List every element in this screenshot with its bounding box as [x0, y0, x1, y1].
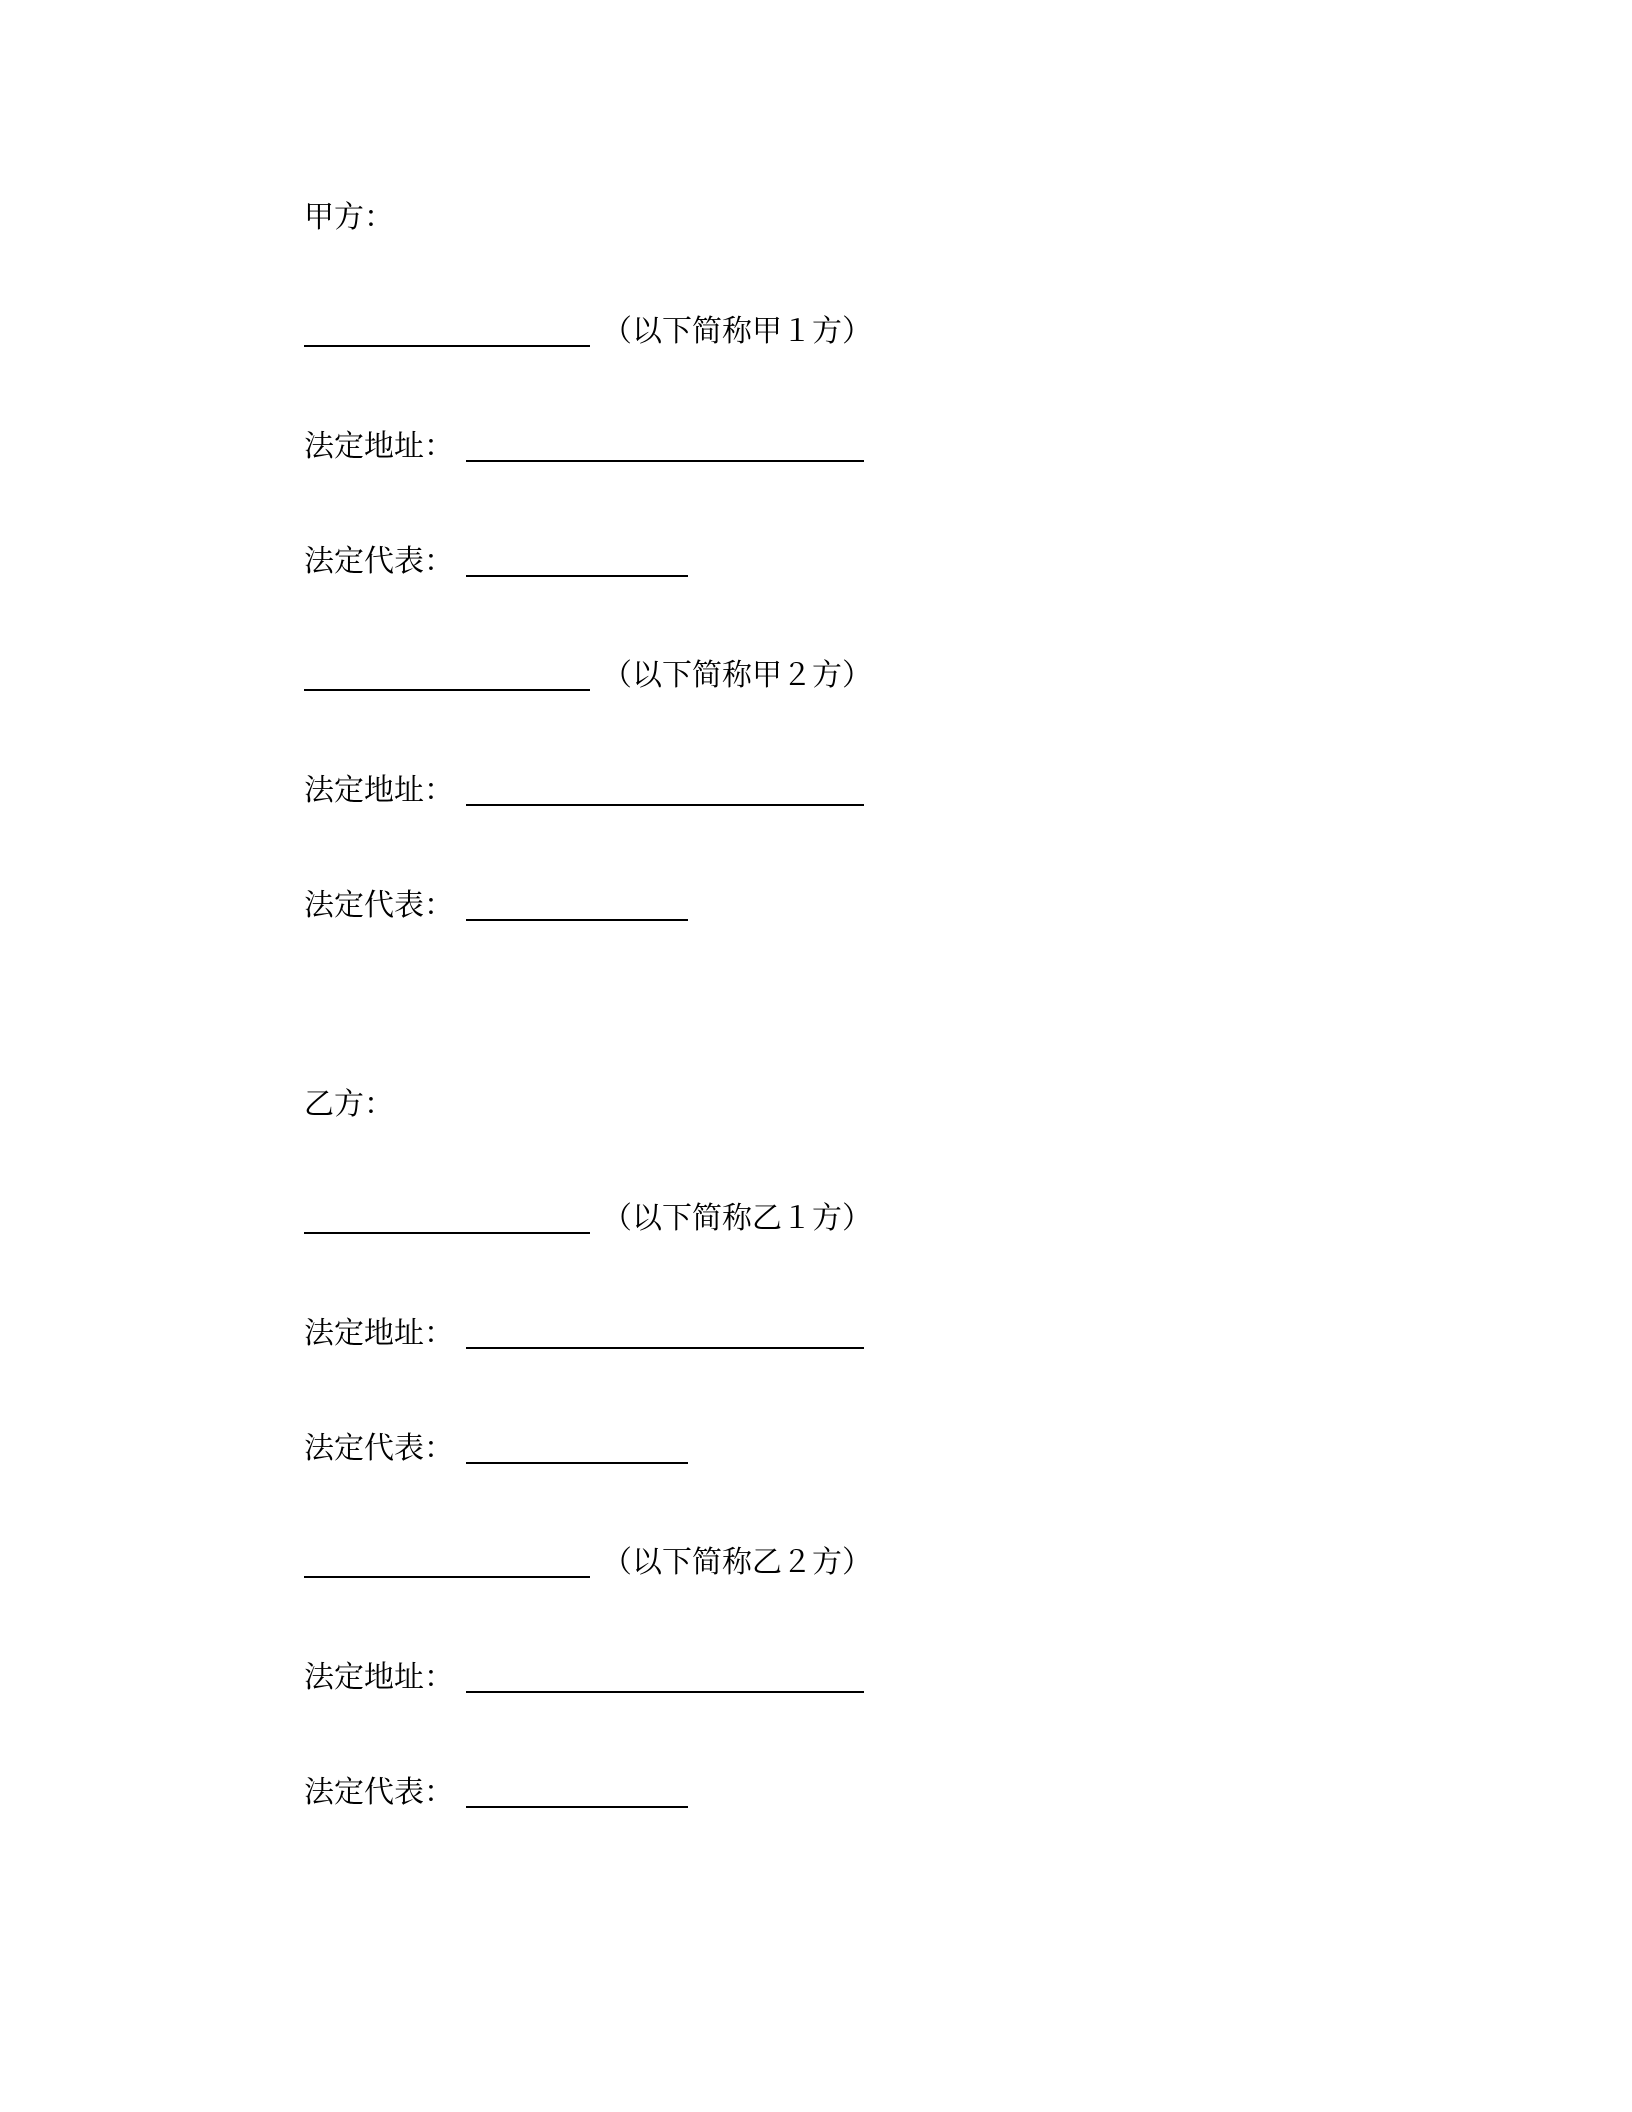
party-b2-name-row: [304, 1539, 872, 1579]
party-b1-rep-label: 法定代表：: [304, 1431, 454, 1466]
party-a-heading-text: 甲方：: [304, 200, 394, 235]
party-b2-name-blank[interactable]: [304, 1540, 590, 1578]
party-b2-rep-blank[interactable]: [466, 1770, 688, 1808]
party-b1-short-name: （以下简称乙１方）: [602, 1201, 872, 1236]
party-a1-rep-row: [304, 538, 688, 578]
party-a2-rep-label: 法定代表：: [304, 888, 454, 923]
party-b1-name-row: [304, 1195, 872, 1235]
party-a2-rep-row: [304, 882, 688, 922]
party-a1-name-row: [304, 308, 872, 348]
party-a1-rep-label: 法定代表：: [304, 544, 454, 579]
party-b-heading-text: 乙方：: [304, 1087, 394, 1122]
party-b1-rep-row: [304, 1425, 688, 1465]
party-b2-address-row: [304, 1654, 864, 1694]
party-b2-rep-row: [304, 1769, 688, 1809]
party-a-heading: [304, 194, 394, 234]
party-a1-address-row: [304, 423, 864, 463]
party-a2-address-row: [304, 767, 864, 807]
party-b2-rep-label: 法定代表：: [304, 1775, 454, 1810]
party-b2-address-blank[interactable]: [466, 1655, 864, 1693]
party-b2-short-name: （以下简称乙２方）: [602, 1545, 872, 1580]
party-a1-name-blank[interactable]: [304, 309, 590, 347]
party-a2-name-blank[interactable]: [304, 653, 590, 691]
party-b1-address-row: [304, 1310, 864, 1350]
party-a2-name-row: [304, 652, 872, 692]
party-b-heading: [304, 1081, 394, 1121]
party-a1-rep-blank[interactable]: [466, 539, 688, 577]
party-a2-address-blank[interactable]: [466, 768, 864, 806]
party-a2-address-label: 法定地址：: [304, 773, 454, 808]
party-a2-rep-blank[interactable]: [466, 883, 688, 921]
party-b1-rep-blank[interactable]: [466, 1426, 688, 1464]
party-b1-address-label: 法定地址：: [304, 1316, 454, 1351]
party-b1-name-blank[interactable]: [304, 1196, 590, 1234]
party-b2-address-label: 法定地址：: [304, 1660, 454, 1695]
party-b1-address-blank[interactable]: [466, 1311, 864, 1349]
party-a2-short-name: （以下简称甲２方）: [602, 658, 872, 693]
party-a1-address-blank[interactable]: [466, 424, 864, 462]
party-a1-address-label: 法定地址：: [304, 429, 454, 464]
party-a1-short-name: （以下简称甲１方）: [602, 314, 872, 349]
